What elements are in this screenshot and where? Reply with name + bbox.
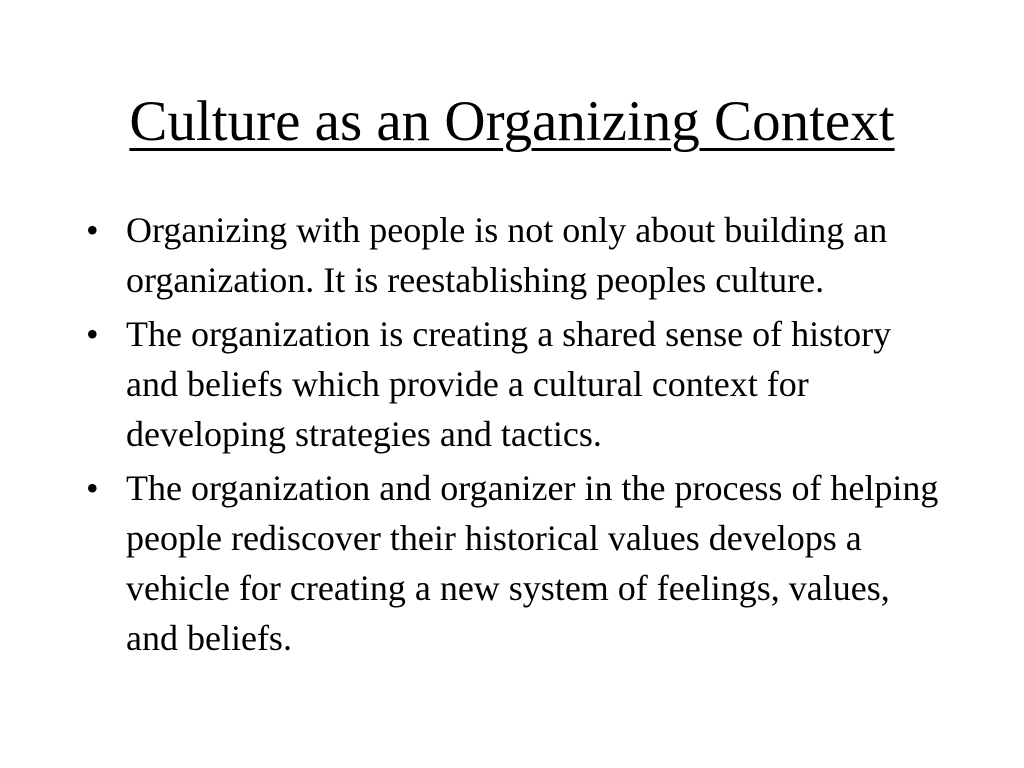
bullet-item (86, 463, 946, 663)
bullet-item (86, 309, 946, 459)
bullet-dot-icon: • (86, 210, 99, 250)
bullet-item (86, 205, 946, 305)
bullet-text: The organization and organizer in the process of helping people rediscover their historical values develops a vehicle for creating a new system of feelings, values, and beliefs. (126, 468, 939, 658)
bullet-list (86, 205, 946, 667)
bullet-text: Organizing with people is not only about building an organization. It is reestablishing peoples culture. (126, 210, 888, 300)
slide-title: Culture as an Organizing Context (129, 90, 895, 153)
bullet-dot-icon: • (86, 468, 99, 508)
bullet-text: The organization is creating a shared sense of history and beliefs which provide a cultural context for developing strategies and tactics. (126, 314, 892, 454)
bullet-dot-icon: • (86, 314, 99, 354)
